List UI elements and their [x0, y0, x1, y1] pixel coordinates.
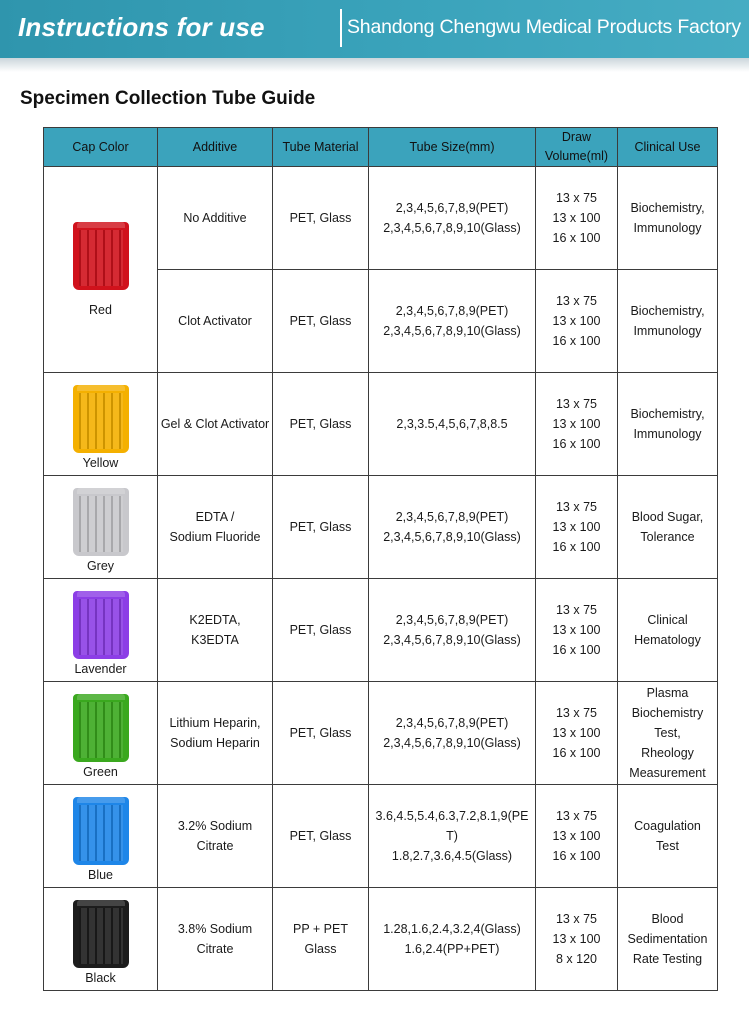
tube-size-cell-line: 2,3,4,5,6,7,8,9,10(Glass) — [383, 530, 521, 544]
tube-size-cell — [369, 270, 536, 373]
cap-color-cell — [44, 476, 158, 579]
tube-size-cell-line: 1.6,2.4(PP+PET) — [404, 942, 500, 956]
tube-size-cell — [369, 888, 536, 991]
tube-material-cell — [273, 167, 369, 270]
tube-size-cell — [369, 476, 536, 579]
clinical-use-cell-line: Tolerance — [640, 530, 695, 544]
tube-size-cell-line: 2,3,3.5,4,5,6,7,8,8.5 — [396, 417, 508, 431]
clinical-use-cell-line: Measurement — [629, 766, 706, 780]
additive-cell-line: K2EDTA, — [189, 613, 241, 627]
clinical-use-cell-line: Plasma — [646, 686, 689, 700]
tube-cap-icon — [73, 900, 129, 968]
cap-color-label: Lavender — [74, 662, 127, 676]
tube-cap-icon — [73, 694, 129, 762]
clinical-use-cell-line: Immunology — [633, 221, 702, 235]
draw-volume-cell — [536, 785, 618, 888]
draw-volume-cell-line: 13 x 75 — [555, 294, 597, 308]
tube-size-cell-line: 3.6,4.5,5.4,6.3,7.2,8.1,9(PE — [375, 809, 529, 823]
clinical-use-cell — [618, 167, 718, 270]
draw-volume-cell-line: 13 x 75 — [555, 603, 597, 617]
table-row — [44, 579, 718, 682]
tube-material-cell — [273, 270, 369, 373]
tube-material-cell-line: PET, Glass — [289, 726, 352, 740]
draw-volume-cell-line: 13 x 75 — [555, 500, 597, 514]
draw-volume-cell-line: 13 x 100 — [552, 932, 601, 946]
clinical-use-cell — [618, 373, 718, 476]
clinical-use-cell-line: Hematology — [634, 633, 701, 647]
page-title: Specimen Collection Tube Guide — [20, 88, 316, 109]
cap-color-cell — [44, 785, 158, 888]
tube-size-cell — [369, 785, 536, 888]
additive-cell-line: Gel & Clot Activator — [160, 417, 270, 431]
clinical-use-cell-line: Biochemistry, — [630, 304, 705, 318]
cap-color-label: Yellow — [82, 456, 119, 470]
header-title: Instructions for use — [18, 12, 265, 42]
clinical-use-cell-line: Sedimentation — [627, 932, 708, 946]
cap-color-label: Black — [85, 971, 116, 985]
tube-size-cell-line: 2,3,4,5,6,7,8,9(PET) — [395, 510, 509, 524]
tube-material-cell-line: Glass — [304, 942, 337, 956]
tube-material-cell-line: PET, Glass — [289, 314, 352, 328]
tube-material-cell-line: PET, Glass — [289, 211, 352, 225]
draw-volume-cell — [536, 888, 618, 991]
draw-volume-cell-line: 13 x 75 — [555, 912, 597, 926]
tube-material-cell — [273, 682, 369, 785]
additive-cell — [158, 682, 273, 785]
tube-material-cell — [273, 785, 369, 888]
tube-size-cell-line: 1.8,2.7,3.6,4.5(Glass) — [391, 849, 513, 863]
table-header-row — [44, 128, 718, 167]
header-clinical-use: Clinical Use — [618, 128, 718, 167]
draw-volume-cell-line: 16 x 100 — [552, 334, 601, 348]
draw-volume-cell-line: 13 x 75 — [555, 809, 597, 823]
cap-color-label: Green — [83, 765, 118, 779]
tube-material-cell — [273, 476, 369, 579]
clinical-use-cell-line: Coagulation — [634, 819, 701, 833]
tube-size-cell-line: 2,3,4,5,6,7,8,9(PET) — [395, 613, 509, 627]
additive-cell-line: EDTA / — [195, 510, 235, 524]
additive-cell — [158, 888, 273, 991]
tube-size-cell-line: 2,3,4,5,6,7,8,9,10(Glass) — [383, 633, 521, 647]
company-name: Shandong Chengwu Medical Products Factory — [347, 16, 741, 38]
tube-size-cell-line: 1.28,1.6,2.4,3.2,4(Glass) — [383, 922, 521, 936]
draw-volume-cell-line: 16 x 100 — [552, 540, 601, 554]
draw-volume-cell-line: 8 x 120 — [555, 952, 597, 966]
additive-cell-line: K3EDTA — [191, 633, 239, 647]
additive-cell-line: 3.8% Sodium — [177, 922, 253, 936]
additive-cell-line: Sodium Fluoride — [169, 530, 261, 544]
tube-material-cell-line: PP + PET — [292, 922, 348, 936]
additive-cell-line: 3.2% Sodium — [177, 819, 253, 833]
additive-cell-line: No Additive — [183, 211, 247, 225]
header-divider — [340, 9, 342, 47]
table-row — [44, 476, 718, 579]
cap-color-cell — [44, 579, 158, 682]
additive-cell — [158, 579, 273, 682]
tube-size-cell — [369, 373, 536, 476]
table-row — [44, 373, 718, 476]
clinical-use-cell-line: Immunology — [633, 324, 702, 338]
table-row — [44, 785, 718, 888]
cap-color-label: Red — [89, 302, 112, 317]
cap-color-cell — [44, 167, 158, 373]
draw-volume-cell-line: 13 x 100 — [552, 417, 601, 431]
tube-cap-icon — [73, 488, 129, 556]
tube-material-cell-line: PET, Glass — [289, 829, 352, 843]
draw-volume-cell-line: 16 x 100 — [552, 849, 601, 863]
draw-volume-cell-line: 16 x 100 — [552, 437, 601, 451]
draw-volume-cell-line: 16 x 100 — [552, 643, 601, 657]
tube-size-cell — [369, 579, 536, 682]
table-body — [44, 167, 718, 991]
additive-cell-line: Citrate — [196, 942, 234, 956]
cap-color-cell — [44, 888, 158, 991]
draw-volume-cell-line: 13 x 100 — [552, 726, 601, 740]
clinical-use-cell — [618, 270, 718, 373]
cap-color-cell — [44, 373, 158, 476]
clinical-use-cell-line: Blood Sugar, — [631, 510, 704, 524]
draw-volume-cell-line: 13 x 100 — [552, 520, 601, 534]
clinical-use-cell-line: Clinical — [647, 613, 688, 627]
tube-cap-icon — [73, 797, 129, 865]
cap-color-label: Grey — [86, 559, 115, 573]
clinical-use-cell-line: Blood — [651, 912, 684, 926]
tube-cap-icon — [73, 591, 129, 659]
cap-color-label: Blue — [87, 868, 114, 882]
header-tube-size: Tube Size(mm) — [369, 128, 536, 167]
clinical-use-cell-line: Rheology — [641, 746, 694, 760]
table-row — [44, 682, 718, 785]
clinical-use-cell — [618, 785, 718, 888]
additive-cell — [158, 476, 273, 579]
draw-volume-cell-line: 13 x 100 — [552, 623, 601, 637]
draw-volume-cell-line: 13 x 75 — [555, 397, 597, 411]
tube-size-cell-line: 2,3,4,5,6,7,8,9,10(Glass) — [383, 736, 521, 750]
draw-volume-cell — [536, 270, 618, 373]
tube-size-cell-line: 2,3,4,5,6,7,8,9(PET) — [395, 716, 509, 730]
table-row — [44, 888, 718, 991]
clinical-use-cell — [618, 888, 718, 991]
clinical-use-cell — [618, 476, 718, 579]
header-banner — [0, 0, 749, 58]
draw-volume-cell-line: 16 x 100 — [552, 231, 601, 245]
tube-size-cell-line: 2,3,4,5,6,7,8,9,10(Glass) — [383, 221, 521, 235]
tube-cap-icon — [73, 222, 129, 290]
tube-material-cell — [273, 373, 369, 476]
tube-material-cell-line: PET, Glass — [289, 520, 352, 534]
tube-size-cell-line: T) — [446, 829, 458, 843]
clinical-use-cell-line: Test — [656, 839, 679, 853]
draw-volume-cell — [536, 579, 618, 682]
additive-cell-line: Clot Activator — [178, 314, 252, 328]
draw-volume-cell — [536, 373, 618, 476]
clinical-use-cell — [618, 682, 718, 785]
draw-volume-cell — [536, 682, 618, 785]
tube-material-cell — [273, 579, 369, 682]
header-tube-material: Tube Material — [273, 128, 369, 167]
header-draw-volume: Draw Volume(ml) — [536, 128, 618, 167]
tube-size-cell-line: 2,3,4,5,6,7,8,9(PET) — [395, 201, 509, 215]
tube-material-cell-line: PET, Glass — [289, 623, 352, 637]
tube-size-cell — [369, 167, 536, 270]
cap-color-cell — [44, 682, 158, 785]
header-additive: Additive — [158, 128, 273, 167]
additive-cell — [158, 270, 273, 373]
clinical-use-cell-line: Rate Testing — [632, 952, 703, 966]
tube-cap-icon — [73, 385, 129, 453]
draw-volume-cell-line: 13 x 75 — [555, 706, 597, 720]
clinical-use-cell — [618, 579, 718, 682]
clinical-use-cell-line: Test, — [654, 726, 681, 740]
tube-size-cell-line: 2,3,4,5,6,7,8,9,10(Glass) — [383, 324, 521, 338]
additive-cell-line: Citrate — [196, 839, 234, 853]
draw-volume-cell-line: 13 x 100 — [552, 314, 601, 328]
tube-size-cell — [369, 682, 536, 785]
tube-guide-table — [43, 127, 718, 991]
clinical-use-cell-line: Biochemistry, — [630, 407, 705, 421]
draw-volume-cell-line: 13 x 75 — [555, 191, 597, 205]
clinical-use-cell-line: Immunology — [633, 427, 702, 441]
additive-cell — [158, 373, 273, 476]
additive-cell — [158, 167, 273, 270]
draw-volume-cell — [536, 476, 618, 579]
tube-material-cell-line: PET, Glass — [289, 417, 352, 431]
banner-shadow — [0, 58, 749, 72]
tube-material-cell — [273, 888, 369, 991]
clinical-use-cell-line: Biochemistry, — [630, 201, 705, 215]
draw-volume-cell-line: 13 x 100 — [552, 829, 601, 843]
draw-volume-cell-line: 16 x 100 — [552, 746, 601, 760]
header-cap-color: Cap Color — [44, 128, 158, 167]
draw-volume-cell-line: 13 x 100 — [552, 211, 601, 225]
tube-size-cell-line: 2,3,4,5,6,7,8,9(PET) — [395, 304, 509, 318]
additive-cell — [158, 785, 273, 888]
additive-cell-line: Sodium Heparin — [170, 736, 260, 750]
draw-volume-cell — [536, 167, 618, 270]
clinical-use-cell-line: Biochemistry — [631, 706, 704, 720]
table-row — [44, 167, 718, 270]
additive-cell-line: Lithium Heparin, — [169, 716, 261, 730]
